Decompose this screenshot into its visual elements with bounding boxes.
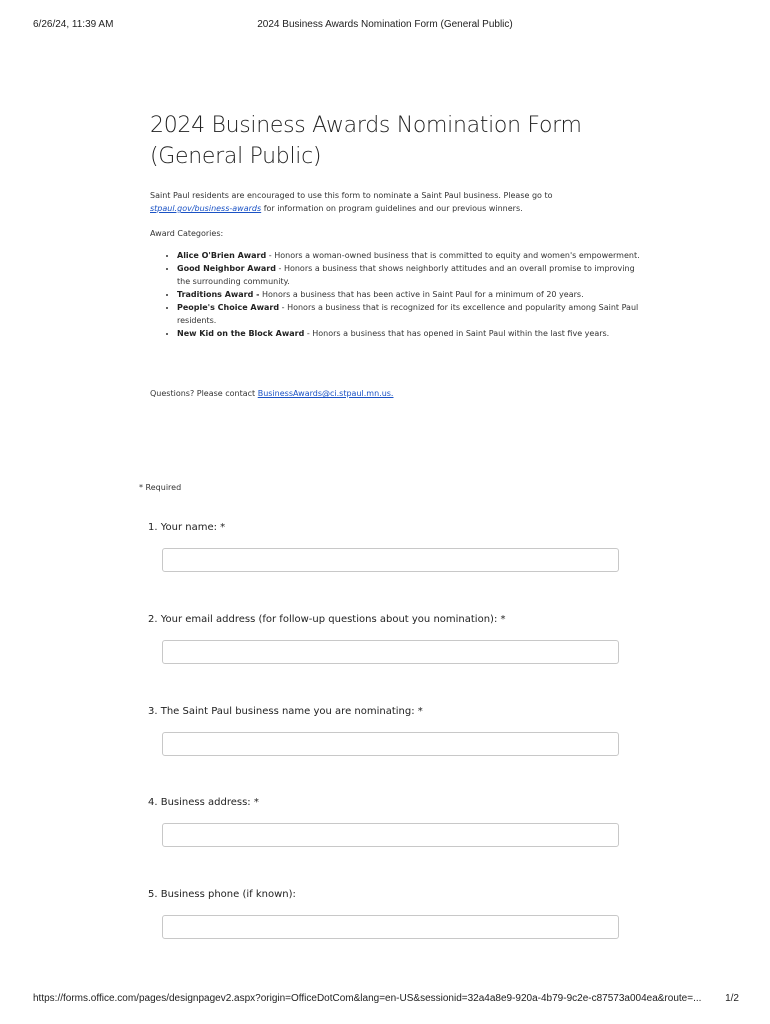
award-item — [177, 327, 647, 340]
email-input[interactable] — [162, 640, 619, 664]
question-label: 4. Business address: * — [148, 797, 259, 808]
award-item — [177, 288, 647, 301]
program-guidelines-link[interactable]: stpaul.gov/business-awards — [150, 204, 262, 213]
award-categories-list — [161, 249, 647, 340]
print-url: https://forms.office.com/pages/designpagev2.aspx?origin=OfficeDotCom&lang=en-US&sessionid=32a4a8e9-920a-4b79-9c2e-c87573a004ea&route=... — [33, 993, 702, 1004]
print-datetime: 6/26/24, 11:39 AM — [33, 19, 114, 30]
print-footer — [0, 993, 770, 1007]
award-name: Alice O'Brien Award — [177, 251, 267, 260]
description-text: Saint Paul residents are encouraged to use this form to nominate a Saint Paul business. Please go to — [150, 191, 553, 200]
question-label: 1. Your name: * — [148, 522, 226, 533]
contact-prefix: Questions? Please contact — [150, 389, 258, 398]
award-name: People's Choice Award — [177, 303, 280, 312]
award-desc: - Honors a business that is recognized for its excellence and popularity among Saint Paul residents. — [177, 303, 639, 325]
award-desc: - Honors a woman-owned business that is committed to equity and women's empowerment. — [266, 251, 640, 260]
award-desc: Honors a business that has been active in Saint Paul for a minimum of 20 years. — [259, 290, 584, 299]
print-header — [0, 19, 770, 33]
award-desc: - Honors a business that has opened in Saint Paul within the last five years. — [304, 329, 610, 338]
award-item — [177, 249, 647, 262]
contact-line — [150, 389, 393, 398]
question-business-phone — [148, 889, 628, 903]
question-business-name — [148, 706, 628, 720]
question-business-address — [148, 797, 628, 811]
contact-email-link[interactable]: BusinessAwards@ci.stpaul.mn.us. — [257, 389, 394, 398]
print-doc-title: 2024 Business Awards Nomination Form (General Public) — [257, 19, 513, 30]
description-text-end: for information on program guidelines and our previous winners. — [261, 204, 523, 213]
your-name-input[interactable] — [162, 548, 619, 572]
award-desc: - Honors a business that shows neighborly attitudes and an overall promise to improving the surrounding community. — [177, 264, 635, 286]
award-name: Traditions Award - — [177, 290, 260, 299]
business-phone-input[interactable] — [162, 915, 619, 939]
question-label: 2. Your email address (for follow-up questions about you nomination): * — [148, 614, 506, 625]
question-label: 5. Business phone (if known): — [148, 889, 296, 900]
business-address-input[interactable] — [162, 823, 619, 847]
form-description — [150, 189, 630, 215]
award-item — [177, 301, 647, 327]
award-name: Good Neighbor Award — [177, 264, 276, 273]
award-name: New Kid on the Block Award — [177, 329, 305, 338]
question-label: 3. The Saint Paul business name you are nominating: * — [148, 706, 423, 717]
question-your-name — [148, 522, 628, 536]
question-email — [148, 614, 628, 628]
required-note: * Required — [139, 483, 182, 492]
business-name-input[interactable] — [162, 732, 619, 756]
award-categories-label: Award Categories: — [150, 229, 224, 238]
form-title: 2024 Business Awards Nomination Form (General Public) — [150, 113, 582, 169]
print-page-number: 1/2 — [725, 993, 739, 1004]
award-item — [177, 262, 647, 288]
